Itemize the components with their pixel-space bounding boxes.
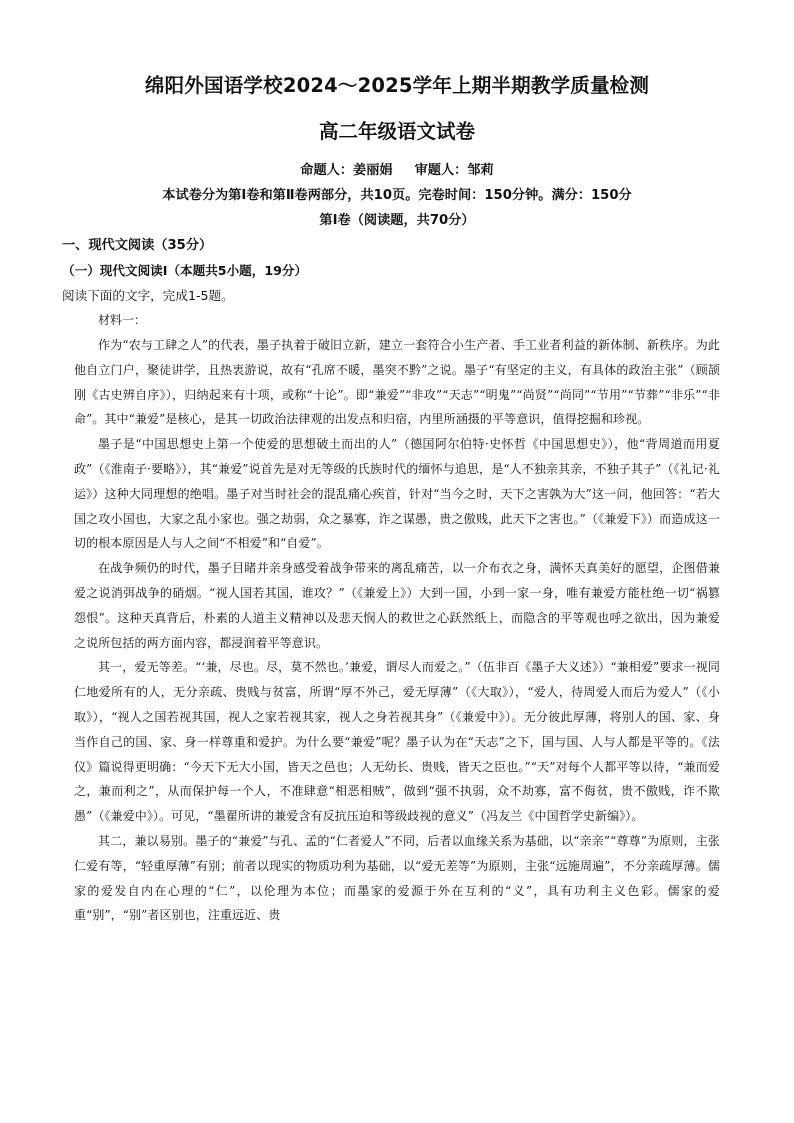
paragraph: 其一，爱无等差。“‘兼，尽也。尽，莫不然也。’兼爱，谓尽人而爱之。”（伍非百《墨子大义述》）“兼相爱”要求一视同仁地爱所有的人，无分亲疏、贵贱与贫富，所谓“厚不外己，爱无厚薄”（《大取》），“爱人，待周爱人而后为爱人”（《小取》），“视人之国若视其国，视人之家若视其家，视人之身若视其身”（《兼爱中》）。无分彼此厚薄，将别人的国、家、身当作自己的国、家、身一样尊重和爱护。为什么要“兼爱”呢？墨子认为在“天志”之下，国与国、人与人都是平等的。《法仪》篇说得更明确：“今天下无大小国，皆天之邑也；人无幼长、贵贱，皆天之臣也。”“天”对每个人都平等以待，“兼而爱之，兼而利之”，从而保护每一个人，不准肆意“相恶相贼”，做到“强不执弱，众不劫寡，富不侮贫，贵不傲贱，诈不欺愚”（《兼爱中》）。可见，“墨翟所讲的兼爱含有反抗压迫和等级歧视的意义”（冯友兰《中国哲学史新编》）。 [74, 660, 720, 824]
setter-label: 命题人：姜丽娟 [300, 163, 393, 178]
paragraph: 其二，兼以易别。墨子的“兼爱”与孔、孟的“仁者爱人”不同，后者以血缘关系为基础，以“亲亲”“尊尊”为原则，主张仁爱有等，“轻重厚薄”有别；前者以现实的物质功利为基础，以“爱无差等”为原则，主张“远施周遍”，不分亲疏厚薄。儒家的爱发自内在心理的“仁”，以伦理为本位；而墨家的爱源于外在互利的“义”，具有功利主义色彩。儒家的爱重“别”，“别”者区别也，注重远近、贵 [74, 833, 720, 923]
paragraph: 作为“农与工肆之人”的代表，墨子执着于破旧立新，建立一套符合小生产者、手工业者利益的新体制、新秩序。为此他自立门户，聚徒讲学，且热衷游说，故有“孔席不暖，墨突不黔”之说。墨子“有坚定的主义，有具体的政治主张”（顾颉刚《古史辨自序》），归纳起来有十项，或称“十论”。即“兼爱”“非攻”“天志”“明鬼”“尚贤”“尚同”“节用”“节葬”“非乐”“非命”。其中“兼爱”是核心，是其一切政治法律观的出发点和归宿，内里所涵摄的平等意识，值得挖掘和珍视。 [74, 338, 720, 427]
volume-heading: 第Ⅰ卷（阅读题，共70分） [319, 213, 475, 228]
reviewer-label: 审题人：邹莉 [414, 163, 494, 178]
exam-instructions: 本试卷分为第Ⅰ卷和第Ⅱ卷两部分，共10页。完卷时间：150分钟。满分：150分 [162, 188, 632, 203]
material-label: 材料一： [98, 313, 147, 327]
exam-subtitle: 高二年级语文试卷 [318, 120, 475, 143]
paragraph: 在战争频仍的时代，墨子目睹并亲身感受着战争带来的离乱痛苦，以一介布衣之身，满怀天真美好的愿望，企图借兼爱之说消弭战争的硝烟。“视人国若其国，谁攻？”（《兼爱上》）大到一国，小到一家一身，唯有兼爱方能杜绝一切“祸篡怨恨”。这种天真背后，朴素的人道主义精神以及悲天悯人的救世之心跃然纸上，而隐含的平等观也呼之欲出，因为兼爱之说所包括的两方面内容，都浸润着平等意识。 [74, 561, 720, 650]
exam-title: 绵阳外国语学校2024～2025学年上期半期教学质量检测 [144, 74, 650, 97]
paragraph: 墨子是“中国思想史上第一个使爱的思想破土而出的人”（德国阿尔伯特·史怀哲《中国思想史》），他“背周道而用夏政”（《淮南子·要略》），其“兼爱”说首先是对无等级的氏族时代的缅怀与追思，是“人不独亲其亲，不独子其子”（《礼记·礼运》）这种大同理想的绝唱。墨子对当时社会的混乱痛心疾首，针对“当今之时，天下之害孰为大”这一问，他回答：“若大国之攻小国也，大家之乱小家也。强之劫弱，众之暴寡，诈之谋愚，贵之傲贱，此天下之害也。”（《兼爱下》）而造成这一切的根本原因是人与人之间“不相爱”和“自爱”。 [74, 437, 720, 551]
subsection-heading: （一）现代文阅读Ⅰ（本题共5小题，19分） [62, 263, 308, 278]
section-heading: 一、现代文阅读（35分） [62, 238, 213, 253]
reading-instruction: 阅读下面的文字，完成1-5题。 [62, 288, 234, 303]
exam-authors [74, 158, 720, 183]
